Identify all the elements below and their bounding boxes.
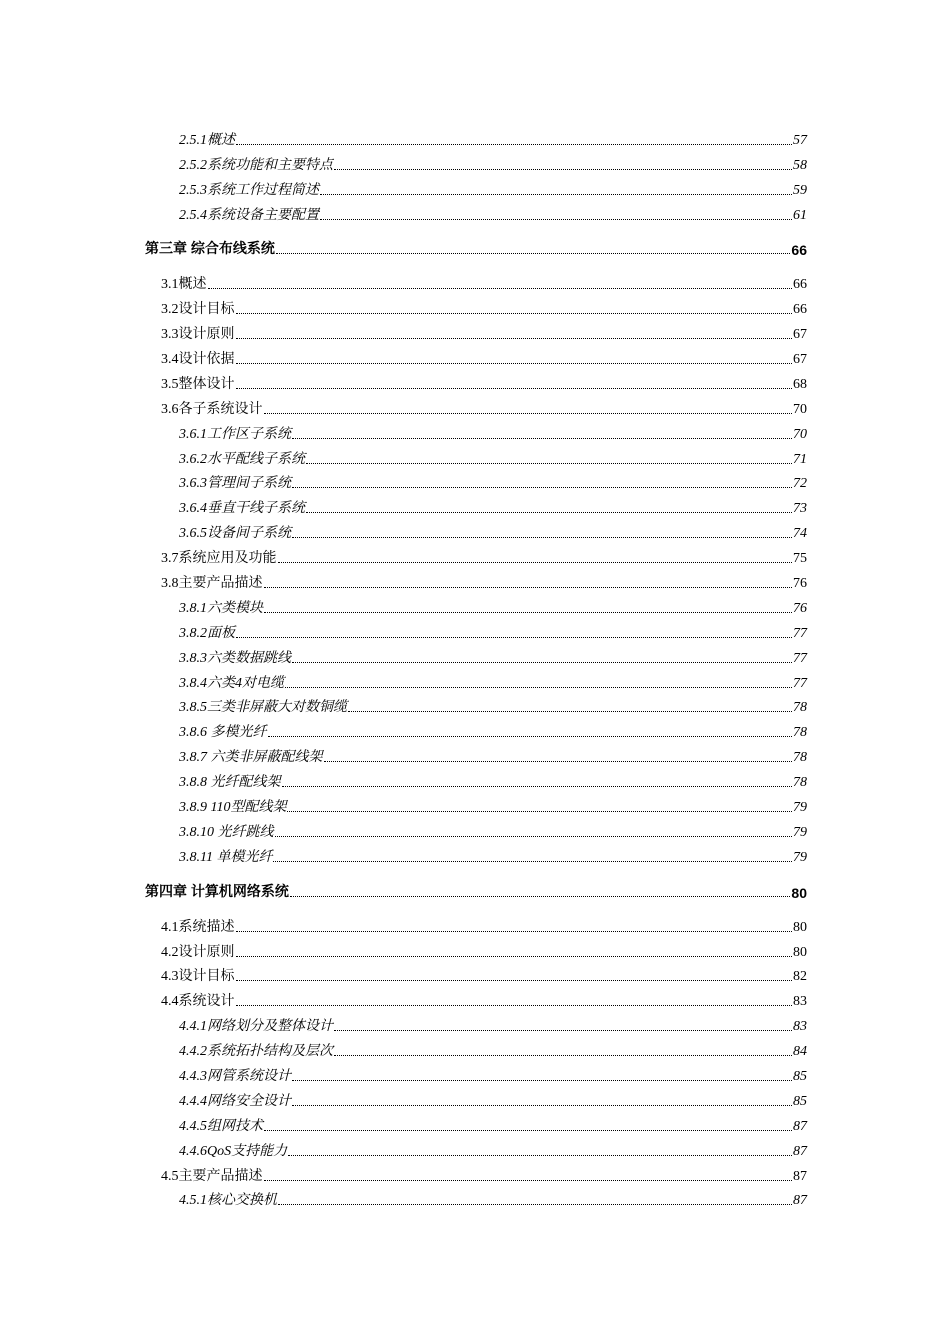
toc-section-entry[interactable] (0, 318, 950, 343)
toc-entry-title: 3.8.2面板 (179, 625, 235, 641)
toc-section-entry[interactable] (0, 393, 950, 418)
toc-entry-title: 4.4.3网管系统设计 (179, 1068, 291, 1084)
toc-section-entry[interactable] (0, 936, 950, 961)
dot-leader (292, 1104, 792, 1106)
toc-section-entry[interactable] (0, 1160, 950, 1185)
toc-entry-page-number: 83 (793, 1019, 807, 1035)
toc-entry-title: 3.8.7 六类非屏蔽配线架 (179, 750, 323, 766)
dot-leader (236, 930, 793, 932)
dot-leader (236, 312, 793, 314)
dot-leader (334, 1054, 792, 1056)
toc-subsection-entry[interactable] (0, 418, 950, 443)
toc-entry-page-number: 79 (793, 849, 807, 865)
toc-subsection-entry[interactable] (0, 716, 950, 741)
toc-entry-title: 第三章 综合布线系统 (145, 240, 275, 257)
toc-subsection-entry[interactable] (0, 1185, 950, 1210)
toc-entry-title: 3.6各子系统设计 (161, 401, 263, 417)
dot-leader (282, 785, 793, 787)
toc-entry-page-number: 85 (793, 1068, 807, 1084)
toc-entry-page-number: 71 (793, 451, 807, 467)
toc-entry-title: 3.7系统应用及功能 (161, 551, 277, 567)
toc-entry-page-number: 68 (793, 376, 807, 392)
toc-entry-page-number: 80 (793, 944, 807, 960)
toc-entry-title: 3.8.6 多模光纤 (179, 725, 267, 741)
toc-subsection-entry[interactable] (0, 1110, 950, 1135)
toc-entry-page-number: 77 (793, 625, 807, 641)
dot-leader (236, 636, 792, 638)
toc-subsection-entry[interactable] (0, 149, 950, 174)
dot-leader (334, 168, 792, 170)
toc-entry-title: 4.4.1网络划分及整体设计 (179, 1019, 333, 1035)
toc-entry-page-number: 58 (793, 157, 807, 173)
dot-leader (287, 810, 792, 812)
toc-subsection-entry[interactable] (0, 816, 950, 841)
toc-entry-page-number: 78 (793, 700, 807, 716)
dot-leader (292, 437, 792, 439)
toc-entry-title: 3.3设计原则 (161, 327, 235, 343)
dot-leader (324, 760, 793, 762)
toc-entry-page-number: 78 (793, 775, 807, 791)
toc-entry-title: 2.5.1概述 (179, 132, 235, 148)
toc-entry-title: 4.3设计目标 (161, 969, 235, 985)
dot-leader (348, 710, 792, 712)
toc-subsection-entry[interactable] (0, 443, 950, 468)
toc-section-entry[interactable] (0, 911, 950, 936)
toc-entry-page-number: 87 (793, 1143, 807, 1159)
dot-leader (208, 287, 793, 289)
toc-entry-title: 3.6.4垂直干线子系统 (179, 501, 305, 517)
toc-section-entry[interactable] (0, 268, 950, 293)
toc-subsection-entry[interactable] (0, 492, 950, 517)
toc-entry-page-number: 78 (793, 725, 807, 741)
toc-subsection-entry[interactable] (0, 667, 950, 692)
toc-chapter-entry[interactable] (0, 876, 950, 901)
dot-leader (273, 860, 792, 862)
toc-subsection-entry[interactable] (0, 1060, 950, 1085)
toc-subsection-entry[interactable] (0, 741, 950, 766)
toc-subsection-entry[interactable] (0, 124, 950, 149)
dot-leader (264, 412, 793, 414)
toc-entry-page-number: 76 (793, 576, 807, 592)
toc-entry-page-number: 66 (793, 302, 807, 318)
dot-leader (285, 686, 792, 688)
toc-entry-title: 3.8.4六类4对电缆 (179, 675, 284, 691)
dot-leader (334, 1029, 792, 1031)
toc-entry-title: 第四章 计算机网络系统 (145, 882, 289, 899)
dot-leader (288, 1154, 792, 1156)
toc-subsection-entry[interactable] (0, 791, 950, 816)
toc-chapter-entry[interactable] (0, 234, 950, 259)
toc-entry-title: 3.2设计目标 (161, 302, 235, 318)
toc-entry-title: 3.8.10 光纤跳线 (179, 824, 274, 840)
toc-subsection-entry[interactable] (0, 642, 950, 667)
toc-subsection-entry[interactable] (0, 517, 950, 542)
toc-entry-page-number: 80 (791, 884, 807, 901)
dot-leader (292, 486, 792, 488)
toc-entry-page-number: 75 (793, 551, 807, 567)
toc-entry-page-number: 59 (793, 182, 807, 198)
toc-section-entry[interactable] (0, 293, 950, 318)
toc-entry-title: 4.4.4网络安全设计 (179, 1093, 291, 1109)
dot-leader (264, 586, 793, 588)
toc-entry-page-number: 70 (793, 401, 807, 417)
toc-entry-title: 3.8.11 单模光纤 (179, 849, 273, 865)
toc-entry-title: 4.1系统描述 (161, 919, 235, 935)
toc-entry-title: 4.4系统设计 (161, 994, 235, 1010)
toc-entry-title: 2.5.2系统功能和主要特点 (179, 157, 333, 173)
toc-entry-page-number: 82 (793, 969, 807, 985)
toc-entry-page-number: 83 (793, 994, 807, 1010)
dot-leader (278, 561, 793, 563)
dot-leader (292, 1079, 792, 1081)
toc-entry-title: 3.6.2水平配线子系统 (179, 451, 305, 467)
dot-leader (236, 362, 793, 364)
dot-leader (276, 252, 791, 254)
toc-entry-page-number: 74 (793, 526, 807, 542)
toc-entry-page-number: 79 (793, 800, 807, 816)
toc-subsection-entry[interactable] (0, 199, 950, 224)
toc-entry-page-number: 80 (793, 919, 807, 935)
toc-entry-page-number: 73 (793, 501, 807, 517)
dot-leader (306, 511, 792, 513)
toc-section-entry[interactable] (0, 368, 950, 393)
toc-subsection-entry[interactable] (0, 592, 950, 617)
toc-entry-page-number: 87 (793, 1193, 807, 1209)
toc-entry-title: 3.8.1六类模块 (179, 600, 263, 616)
toc-subsection-entry[interactable] (0, 1135, 950, 1160)
toc-entry-title: 3.8.5三类非屏蔽大对数铜缆 (179, 700, 347, 716)
table-of-contents (0, 124, 950, 1209)
toc-entry-title: 3.6.3管理间子系统 (179, 476, 291, 492)
toc-subsection-entry[interactable] (0, 617, 950, 642)
toc-entry-page-number: 66 (791, 242, 807, 259)
toc-entry-page-number: 76 (793, 600, 807, 616)
toc-entry-page-number: 72 (793, 476, 807, 492)
toc-entry-title: 3.8主要产品描述 (161, 576, 263, 592)
toc-entry-page-number: 61 (793, 207, 807, 223)
dot-leader (278, 1203, 792, 1205)
toc-entry-page-number: 77 (793, 675, 807, 691)
toc-subsection-entry[interactable] (0, 692, 950, 717)
dot-leader (320, 218, 792, 220)
dot-leader (268, 735, 793, 737)
dot-leader (236, 955, 793, 957)
toc-entry-page-number: 78 (793, 750, 807, 766)
toc-entry-title: 4.4.2系统拓扑结构及层次 (179, 1044, 333, 1060)
toc-section-entry[interactable] (0, 542, 950, 567)
toc-entry-page-number: 87 (793, 1118, 807, 1134)
toc-subsection-entry[interactable] (0, 841, 950, 866)
toc-entry-title: 3.6.1工作区子系统 (179, 426, 291, 442)
toc-entry-title: 4.5.1核心交换机 (179, 1193, 277, 1209)
dot-leader (275, 835, 793, 837)
dot-leader (264, 611, 792, 613)
toc-subsection-entry[interactable] (0, 1035, 950, 1060)
toc-subsection-entry[interactable] (0, 468, 950, 493)
dot-leader (236, 387, 793, 389)
toc-entry-title: 3.6.5设备间子系统 (179, 526, 291, 542)
toc-entry-page-number: 79 (793, 824, 807, 840)
toc-subsection-entry[interactable] (0, 1085, 950, 1110)
toc-section-entry[interactable] (0, 961, 950, 986)
dot-leader (290, 895, 791, 897)
toc-section-entry[interactable] (0, 343, 950, 368)
dot-leader (264, 1179, 793, 1181)
toc-entry-page-number: 85 (793, 1093, 807, 1109)
toc-section-entry[interactable] (0, 985, 950, 1010)
toc-entry-page-number: 77 (793, 650, 807, 666)
toc-entry-title: 2.5.4系统设备主要配置 (179, 207, 319, 223)
toc-entry-page-number: 84 (793, 1044, 807, 1060)
toc-entry-page-number: 70 (793, 426, 807, 442)
dot-leader (292, 661, 792, 663)
toc-entry-title: 3.8.3六类数据跳线 (179, 650, 291, 666)
toc-subsection-entry[interactable] (0, 1010, 950, 1035)
dot-leader (236, 143, 792, 145)
toc-entry-title: 4.5主要产品描述 (161, 1168, 263, 1184)
toc-entry-page-number: 67 (793, 352, 807, 368)
toc-subsection-entry[interactable] (0, 174, 950, 199)
dot-leader (236, 337, 793, 339)
toc-entry-title: 4.4.5组网技术 (179, 1118, 263, 1134)
toc-entry-title: 3.5整体设计 (161, 376, 235, 392)
dot-leader (320, 193, 792, 195)
toc-entry-page-number: 67 (793, 327, 807, 343)
toc-entry-page-number: 87 (793, 1168, 807, 1184)
toc-subsection-entry[interactable] (0, 766, 950, 791)
dot-leader (236, 1004, 793, 1006)
toc-entry-title: 4.2设计原则 (161, 944, 235, 960)
dot-leader (306, 462, 792, 464)
toc-entry-title: 3.4设计依据 (161, 352, 235, 368)
dot-leader (264, 1129, 792, 1131)
dot-leader (236, 979, 793, 981)
toc-entry-title: 3.8.8 光纤配线架 (179, 775, 281, 791)
dot-leader (292, 536, 792, 538)
toc-entry-title: 4.4.6QoS支持能力 (179, 1143, 288, 1159)
toc-entry-title: 3.8.9 110型配线架 (179, 800, 287, 816)
toc-entry-page-number: 57 (793, 132, 807, 148)
toc-entry-page-number: 66 (793, 277, 807, 293)
toc-section-entry[interactable] (0, 567, 950, 592)
toc-entry-title: 2.5.3系统工作过程简述 (179, 182, 319, 198)
toc-entry-title: 3.1概述 (161, 277, 207, 293)
